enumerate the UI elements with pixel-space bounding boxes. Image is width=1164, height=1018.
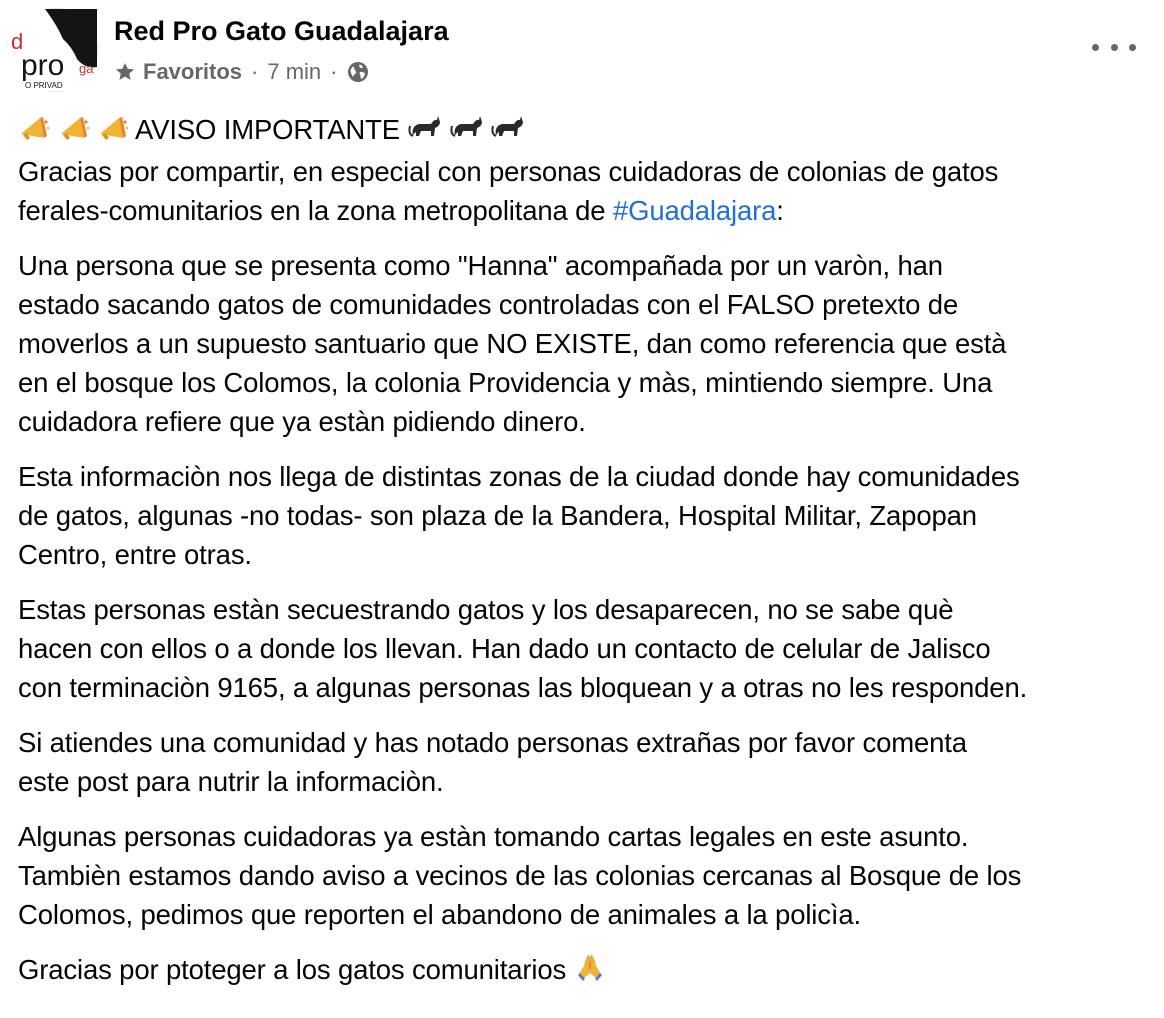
post-time[interactable]: 7 min [267,59,322,84]
headline-text: AVISO IMPORTANTE [134,114,400,145]
paragraph-line: con terminaciòn 9165, a algunas personas las bloquean y a otras no les responden. [18,672,1028,703]
paragraph-line: hacen con ellos o a donde los llevan. Han dado un contacto de celular de Jalisco [18,633,991,664]
intro-text: ferales-comunitarios en la zona metropolitana de [18,195,613,226]
avatar-text-left: d [11,29,24,54]
paragraph-line: estado sacando gatos de comunidades controladas con el FALSO pretexto de [18,289,959,320]
meta-separator: · [330,59,338,84]
closing-text: Gracias por ptoteger a los gatos comunitarios [18,954,567,985]
audience-label[interactable]: Favoritos [143,59,243,84]
megaphone-icon [97,113,129,152]
paragraph-call-to-action [18,723,1158,801]
paragraph-kidnapping [18,590,1158,707]
paragraph-line: Una persona que se presenta como "Hanna" acompañada por un varòn, han [18,250,943,281]
post-meta [114,57,370,87]
globe-icon[interactable] [346,60,370,84]
paragraph-line: este post para nutrir la informaciòn. [18,766,444,797]
page-logo [11,9,97,91]
paragraph-line: Si atiendes una comunidad y has notado personas extrañas por favor comenta [18,727,967,758]
paragraph-line: de gatos, algunas -no todas- son plaza de la Bandera, Hospital Militar, Zapopan [18,500,977,531]
paragraph-line: Esta informaciòn nos llega de distintas zonas de la ciudad donde hay comunidades [18,461,1020,492]
black-cat-icon [407,113,441,152]
headline-line [18,110,1158,152]
post-header [11,8,1150,92]
paragraph-hanna [18,246,1158,441]
paragraph-line: Estas personas estàn secuestrando gatos y los desaparecen, no se sabe què [18,594,954,625]
star-icon [114,61,136,83]
paragraph-zones [18,457,1158,574]
intro-paragraph [18,110,1158,230]
folded-hands-icon [574,952,606,992]
paragraph-line: Algunas personas cuidadoras ya estàn tomando cartas legales en este asunto. [18,821,969,852]
avatar-text-bottom: O PRIVAD [25,81,63,90]
intro-line: Gracias por compartir, en especial con personas cuidadoras de colonias de gatos [18,156,999,187]
megaphone-icon [58,113,90,152]
paragraph-line: Tambièn estamos dando aviso a vecinos de las colonias cercanas al Bosque de los [18,860,1022,891]
intro-line [18,191,1158,230]
avatar-text-right: ga [79,61,94,76]
paragraph-line: Centro, entre otras. [18,539,252,570]
meta-separator: · [251,59,259,84]
black-cat-icon [490,113,524,152]
paragraph-line: Colomos, pedimos que reporten el abandono de animales a la policìa. [18,899,861,930]
avatar-text-main: pro [21,49,65,82]
black-cat-icon [449,113,483,152]
closing-line [18,950,1158,992]
paragraph-line: cuidadora refiere que ya estàn pidiendo dinero. [18,406,586,437]
page-name[interactable]: Red Pro Gato Guadalajara [114,16,449,46]
paragraph-legal [18,817,1158,934]
more-horizontal-icon [1092,44,1099,51]
more-options-button[interactable] [1092,34,1136,60]
paragraph-line: moverlos a un supuesto santuario que NO EXISTE, dan como referencia que està [18,328,1007,359]
paragraph-line: en el bosque los Colomos, la colonia Providencia y màs, mintiendo siempre. Una [18,367,993,398]
megaphone-icon [18,113,50,152]
page-avatar[interactable] [11,8,98,92]
closing-paragraph [18,950,1158,992]
hashtag-link[interactable]: #Guadalajara [612,195,777,226]
post-body [18,110,1158,1008]
intro-text: : [776,195,784,226]
